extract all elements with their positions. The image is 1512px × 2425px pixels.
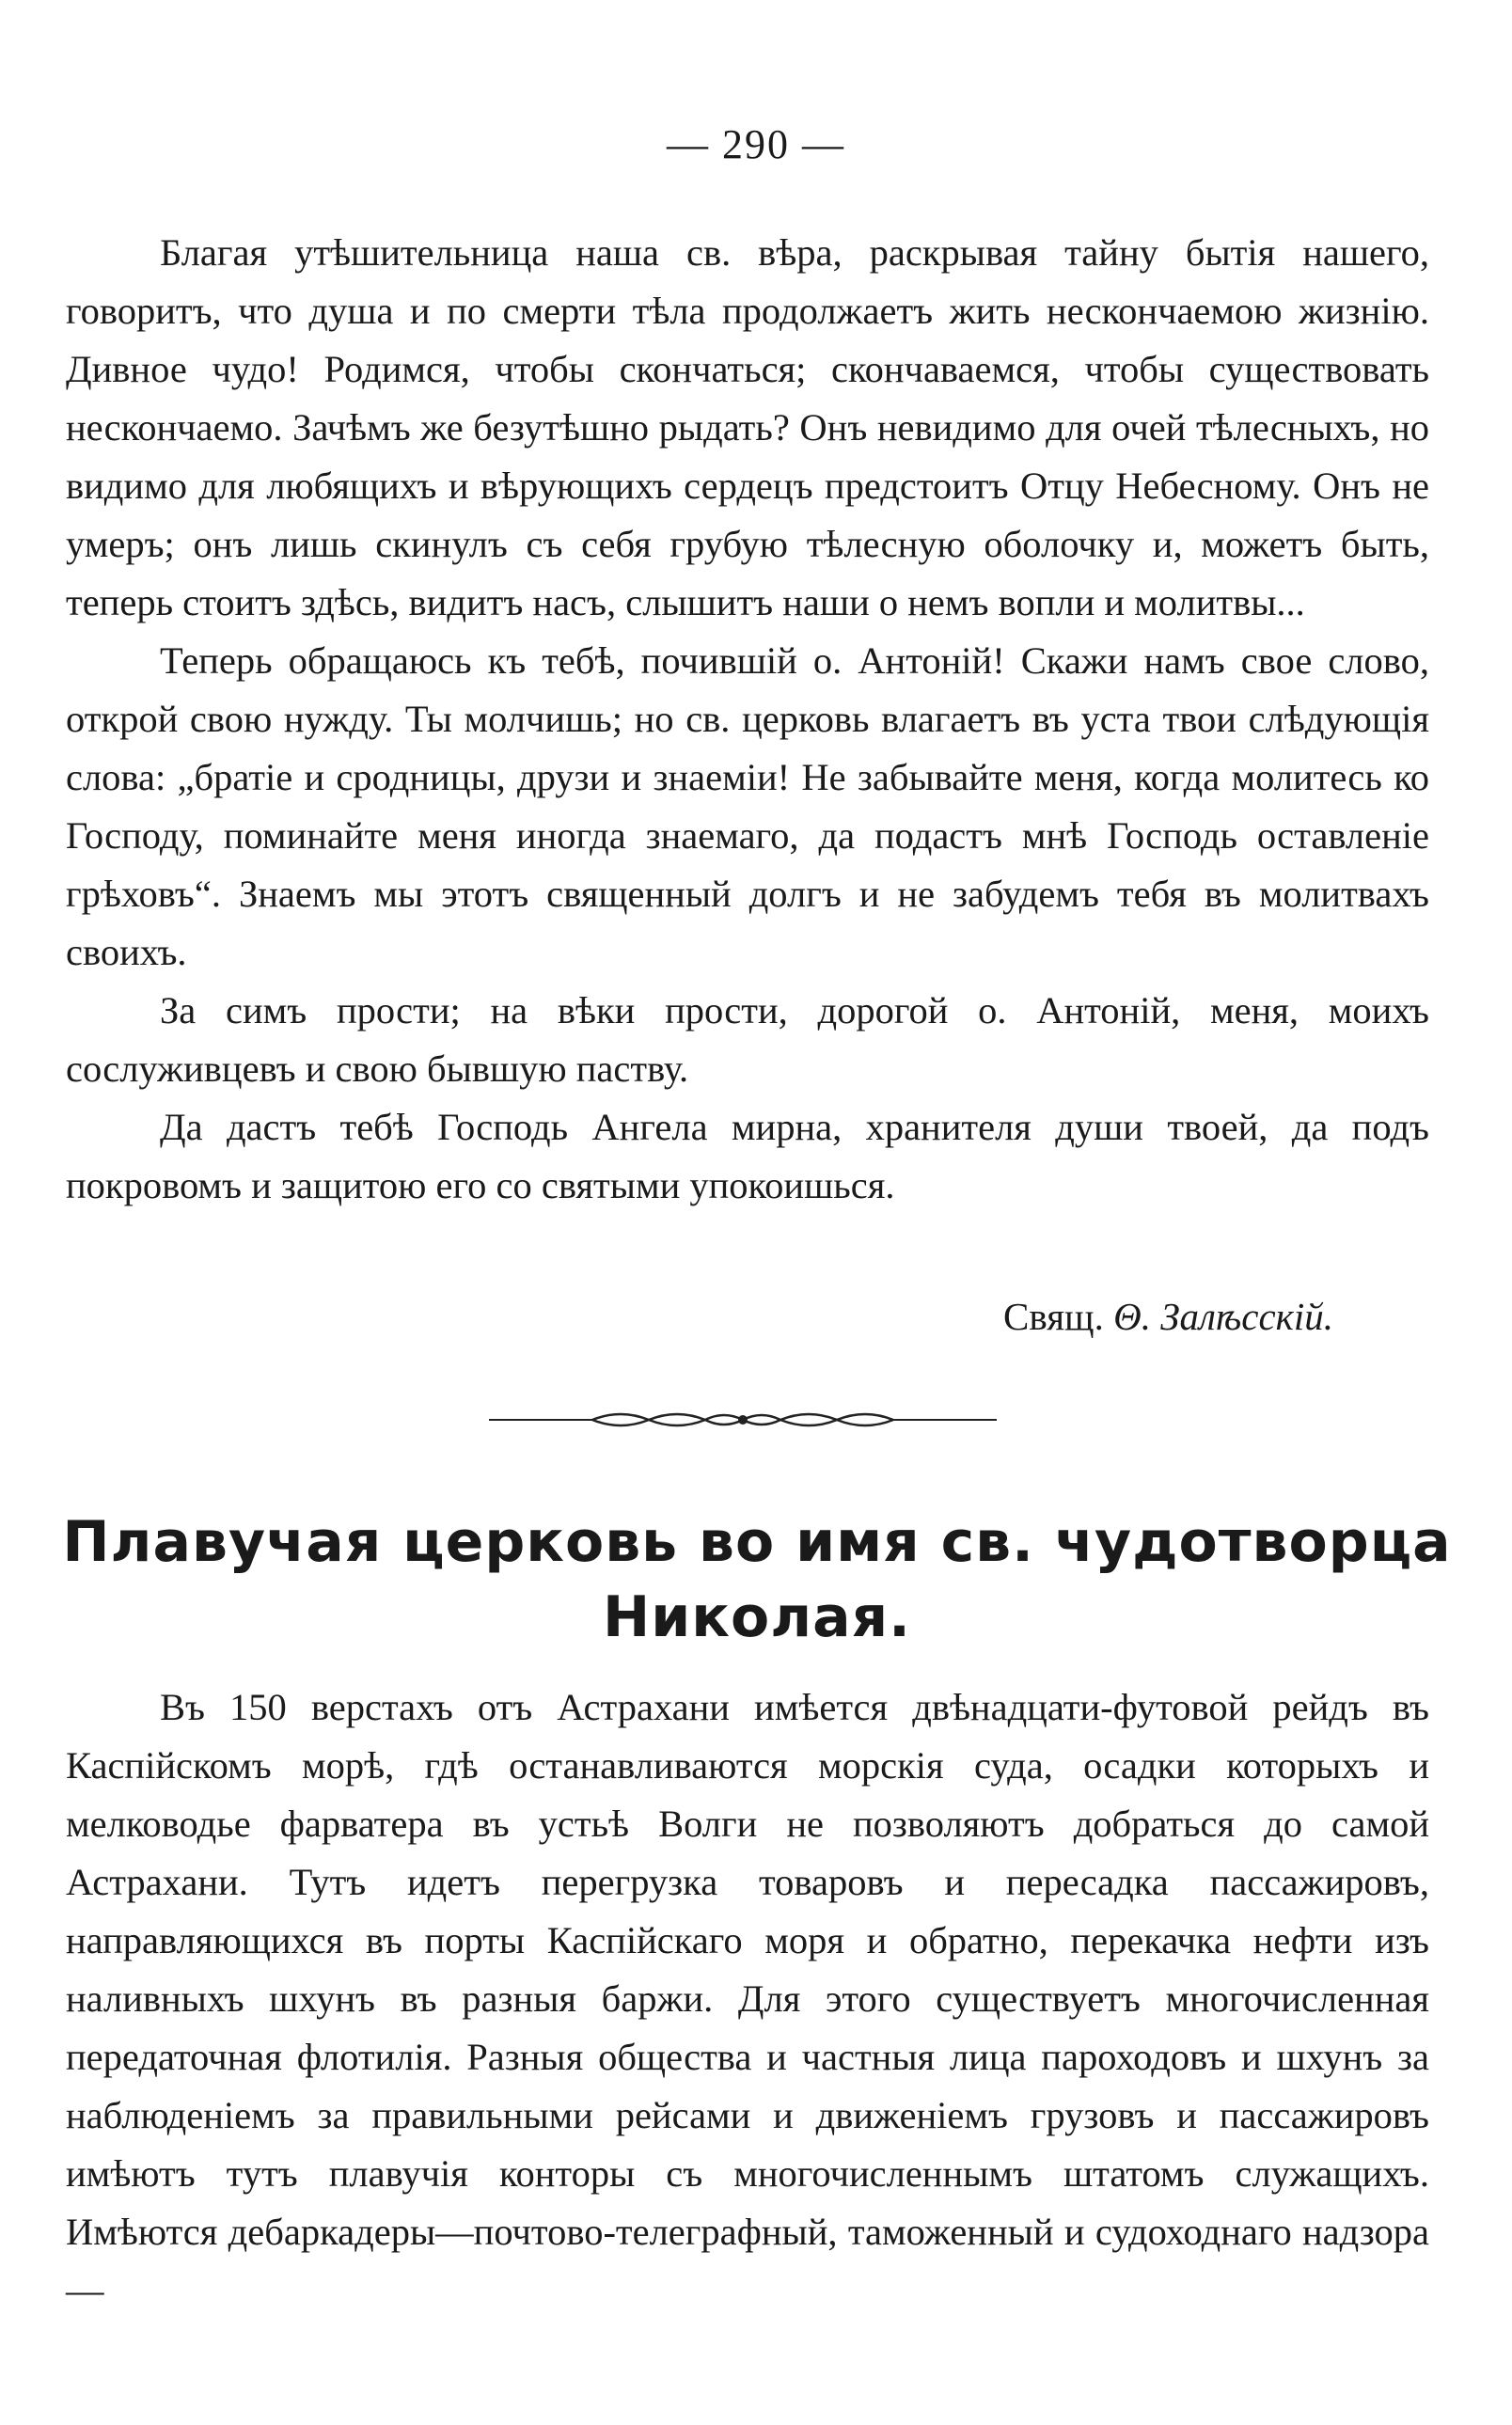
letter-paragraph-1: Благая утѣшительница наша св. вѣра, раскрывая тайну бытія нашего, говоритъ, что душа и по смерти тѣла продолжаетъ жить нескончаемою жизнію. Дивное чудо! Родимся, чтобы скончаться; скончаваемся, чтобы существовать нескончаемо. Зачѣмъ же безутѣшно рыдать? Онъ невидимо для очей тѣлесныхъ, но видимо для любящихъ и вѣрующихъ сердецъ предстоитъ Отцу Небесному. Онъ не умеръ; онъ лишь скинулъ съ себя грубую тѣлесную оболочку и, можетъ быть, теперь стоитъ здѣсь, видитъ насъ, слышитъ наши о немъ вопли и молитвы... (66, 231, 1429, 623)
signature-name: Θ. Залѣсскій. (1113, 1295, 1333, 1338)
ornament-divider-icon (489, 1401, 997, 1439)
signature-prefix: Свящ. (1003, 1295, 1104, 1338)
page-number: — 290 — (667, 121, 845, 167)
letter-paragraph-3: За симъ прости; на вѣки прости, дорогой о. Антоній, меня, моихъ сослуживцевъ и свою бывшую паству. (66, 989, 1429, 1090)
article-text (66, 1678, 1429, 2320)
letter-paragraph-4: Да дастъ тебѣ Господь Ангела мирна, хранителя души твоей, да подъ покровомъ и защитою его со святыми упокоишься. (66, 1106, 1429, 1206)
article-title (56, 1504, 1457, 1655)
letter-paragraph-2: Теперь обращаюсь къ тебѣ, почившій о. Антоній! Скажи намъ свое слово, открой свою нужду. Ты молчишь; но св. церковь влагаетъ въ уста твои слѣдующія слова: „братіе и сродницы, друзи и знаеміи! Не забывайте меня, когда молитесь ко Господу, поминайте меня иногда знаемаго, да подастъ мнѣ Господь оставленіе грѣховъ“. Знаемъ мы этотъ священный долгъ и не забудемъ тебя въ молитвахъ своихъ. (66, 639, 1429, 973)
signature (1003, 1294, 1333, 1339)
letter-text (66, 224, 1429, 1215)
article-title-line-1: Плавучая церковь во имя св. чудотворца (62, 1509, 1452, 1575)
article-paragraph-1: Въ 150 верстахъ отъ Астрахани имѣется двѣнадцати-футовой рейдъ въ Каспійскомъ морѣ, гдѣ останавливаются морскія суда, осадки которыхъ и мелководье фарватера въ устьѣ Волги не позволяютъ добраться до самой Астрахани. Тутъ идетъ перегрузка товаровъ и пересадка пассажировъ, направляющихся въ порты Каспійскаго моря и обратно, перекачка нефти изъ наливныхъ шхунъ въ разныя баржи. Для этого существуетъ многочисленная передаточная флотилія. Разныя общества и частныя лица пароходовъ и шхунъ за наблюденіемъ за правильными рейсами и движеніемъ грузовъ и пассажировъ имѣютъ тутъ плавучія конторы съ многочисленнымъ штатомъ служащихъ. Имѣются дебаркадеры—почтово-телеграфный, таможенный и судоходнаго надзора— (66, 1686, 1429, 2311)
article-title-line-2: Николая. (603, 1584, 911, 1650)
